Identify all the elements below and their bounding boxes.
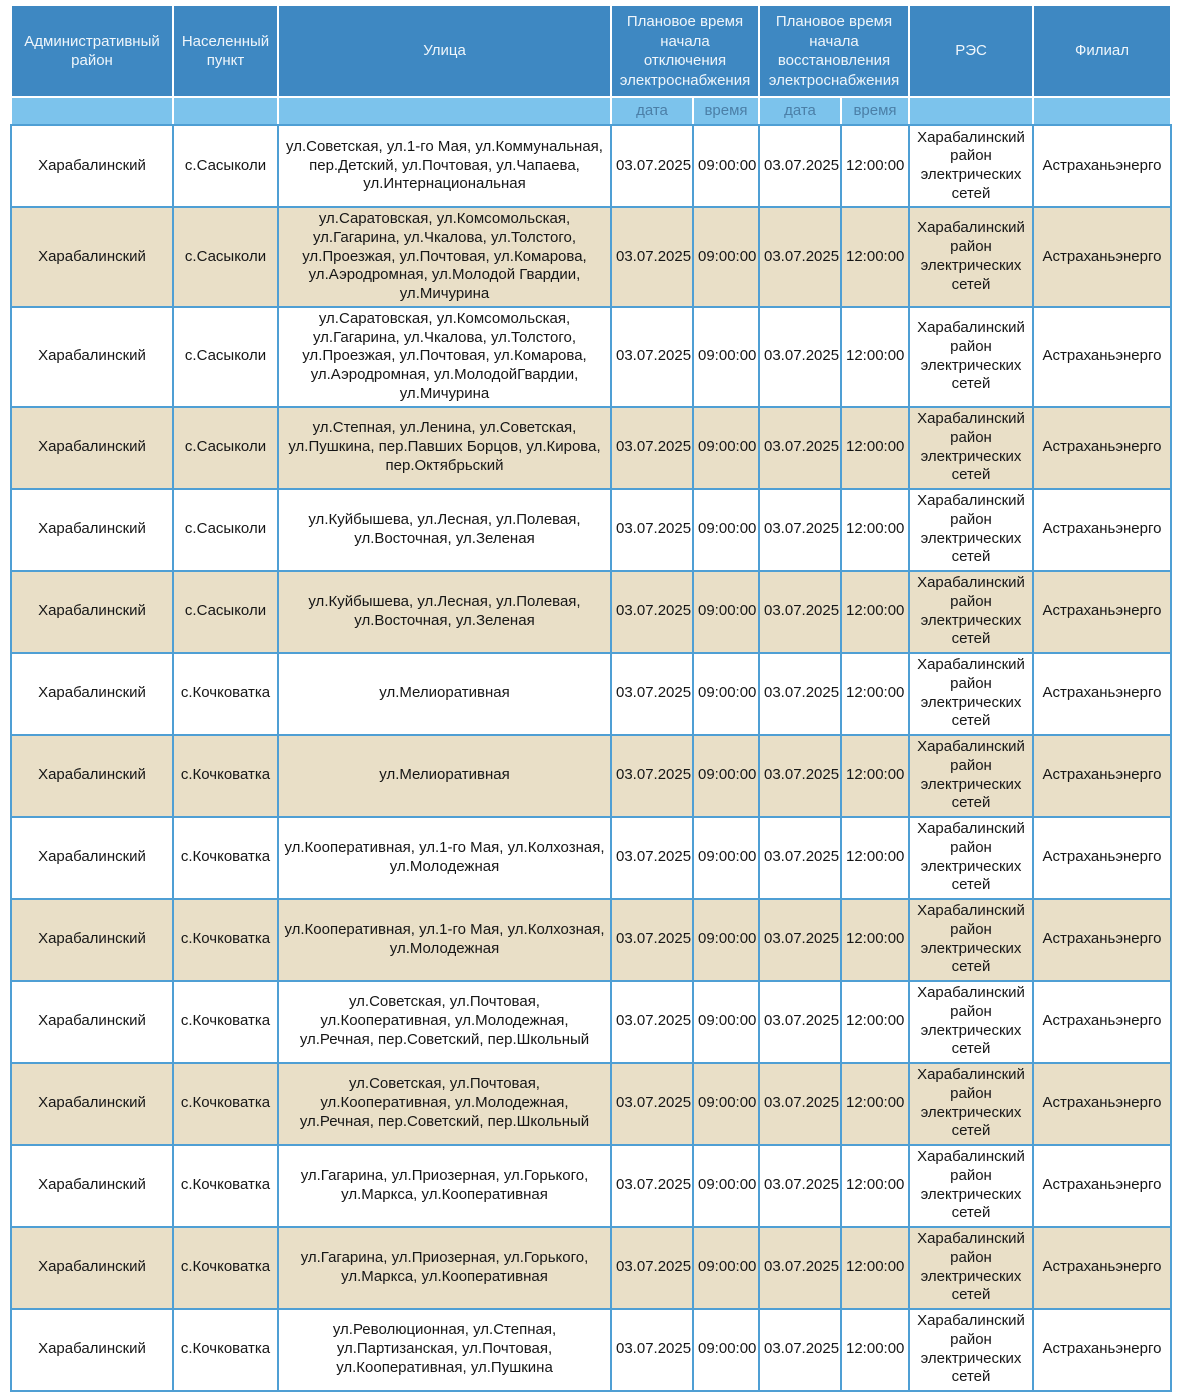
cell-off-time: 09:00:00 bbox=[693, 981, 759, 1063]
cell-on-time: 12:00:00 bbox=[841, 407, 909, 489]
cell-district: Харабалинский bbox=[11, 407, 173, 489]
cell-res: Харабалинский район электрических сетей bbox=[909, 1309, 1033, 1391]
cell-off-time: 09:00:00 bbox=[693, 817, 759, 899]
cell-off-time: 09:00:00 bbox=[693, 125, 759, 207]
cell-branch: Астраханьэнерго bbox=[1033, 1063, 1171, 1145]
cell-district: Харабалинский bbox=[11, 653, 173, 735]
cell-settlement: с.Кочковатка bbox=[173, 653, 278, 735]
cell-on-time: 12:00:00 bbox=[841, 307, 909, 407]
cell-res: Харабалинский район электрических сетей bbox=[909, 1145, 1033, 1227]
cell-streets: ул.Советская, ул.Почтовая, ул.Кооперативная, ул.Молодежная, ул.Речная, пер.Советский, пер.Школьный bbox=[278, 1063, 611, 1145]
table-row bbox=[11, 817, 1171, 899]
cell-on-date: 03.07.2025 bbox=[759, 1063, 841, 1145]
cell-off-date: 03.07.2025 bbox=[611, 1227, 693, 1309]
cell-branch: Астраханьэнерго bbox=[1033, 489, 1171, 571]
cell-streets: ул.Советская, ул.Почтовая, ул.Кооперативная, ул.Молодежная, ул.Речная, пер.Советский, пер.Школьный bbox=[278, 981, 611, 1063]
cell-on-date: 03.07.2025 bbox=[759, 489, 841, 571]
cell-streets: ул.Куйбышева, ул.Лесная, ул.Полевая, ул.Восточная, ул.Зеленая bbox=[278, 571, 611, 653]
table-row bbox=[11, 1227, 1171, 1309]
table-row bbox=[11, 981, 1171, 1063]
subheader-restore-date: дата bbox=[759, 97, 841, 125]
cell-streets: ул.Мелиоративная bbox=[278, 735, 611, 817]
table-row bbox=[11, 899, 1171, 981]
cell-district: Харабалинский bbox=[11, 1145, 173, 1227]
cell-streets: ул.Саратовская, ул.Комсомольская, ул.Гагарина, ул.Чкалова, ул.Толстого, ул.Проезжая, ул.Почтовая, ул.Комарова, ул.Аэродромная, ул.Молодой Гвардии, ул.Мичурина bbox=[278, 207, 611, 307]
cell-on-date: 03.07.2025 bbox=[759, 571, 841, 653]
table-row bbox=[11, 735, 1171, 817]
cell-off-time: 09:00:00 bbox=[693, 489, 759, 571]
outage-schedule-table bbox=[10, 4, 1172, 1392]
cell-off-date: 03.07.2025 bbox=[611, 571, 693, 653]
cell-off-time: 09:00:00 bbox=[693, 407, 759, 489]
cell-on-time: 12:00:00 bbox=[841, 735, 909, 817]
cell-on-time: 12:00:00 bbox=[841, 207, 909, 307]
cell-settlement: с.Кочковатка bbox=[173, 1227, 278, 1309]
cell-on-date: 03.07.2025 bbox=[759, 207, 841, 307]
cell-on-date: 03.07.2025 bbox=[759, 735, 841, 817]
cell-off-time: 09:00:00 bbox=[693, 1063, 759, 1145]
cell-settlement: с.Кочковатка bbox=[173, 1145, 278, 1227]
cell-off-date: 03.07.2025 bbox=[611, 1145, 693, 1227]
subheader-outage-time: время bbox=[693, 97, 759, 125]
subheader-empty-res bbox=[909, 97, 1033, 125]
subheader-restore-time: время bbox=[841, 97, 909, 125]
cell-settlement: с.Сасыколи bbox=[173, 407, 278, 489]
cell-settlement: с.Кочковатка bbox=[173, 1309, 278, 1391]
col-header-res: РЭС bbox=[909, 5, 1033, 97]
subheader-outage-date: дата bbox=[611, 97, 693, 125]
cell-on-time: 12:00:00 bbox=[841, 489, 909, 571]
cell-settlement: с.Сасыколи bbox=[173, 307, 278, 407]
cell-streets: ул.Советская, ул.1-го Мая, ул.Коммунальная, пер.Детский, ул.Почтовая, ул.Чапаева, ул.Интернациональная bbox=[278, 125, 611, 207]
cell-off-date: 03.07.2025 bbox=[611, 1063, 693, 1145]
cell-off-time: 09:00:00 bbox=[693, 1309, 759, 1391]
cell-off-date: 03.07.2025 bbox=[611, 307, 693, 407]
cell-on-time: 12:00:00 bbox=[841, 899, 909, 981]
subheader-empty-street bbox=[278, 97, 611, 125]
cell-on-date: 03.07.2025 bbox=[759, 407, 841, 489]
cell-branch: Астраханьэнерго bbox=[1033, 207, 1171, 307]
cell-settlement: с.Кочковатка bbox=[173, 817, 278, 899]
cell-settlement: с.Сасыколи bbox=[173, 489, 278, 571]
cell-res: Харабалинский район электрических сетей bbox=[909, 407, 1033, 489]
cell-res: Харабалинский район электрических сетей bbox=[909, 1227, 1033, 1309]
table-row bbox=[11, 1309, 1171, 1391]
cell-on-date: 03.07.2025 bbox=[759, 1145, 841, 1227]
cell-on-time: 12:00:00 bbox=[841, 981, 909, 1063]
cell-on-time: 12:00:00 bbox=[841, 1145, 909, 1227]
subheader-empty-settlement bbox=[173, 97, 278, 125]
cell-branch: Астраханьэнерго bbox=[1033, 307, 1171, 407]
cell-district: Харабалинский bbox=[11, 125, 173, 207]
cell-settlement: с.Кочковатка bbox=[173, 735, 278, 817]
cell-branch: Астраханьэнерго bbox=[1033, 571, 1171, 653]
cell-res: Харабалинский район электрических сетей bbox=[909, 307, 1033, 407]
cell-on-time: 12:00:00 bbox=[841, 817, 909, 899]
col-header-street: Улица bbox=[278, 5, 611, 97]
cell-branch: Астраханьэнерго bbox=[1033, 1227, 1171, 1309]
cell-off-date: 03.07.2025 bbox=[611, 1309, 693, 1391]
cell-off-time: 09:00:00 bbox=[693, 653, 759, 735]
cell-res: Харабалинский район электрических сетей bbox=[909, 899, 1033, 981]
cell-branch: Астраханьэнерго bbox=[1033, 125, 1171, 207]
table-row bbox=[11, 207, 1171, 307]
header-row bbox=[11, 5, 1171, 97]
table-row bbox=[11, 307, 1171, 407]
cell-res: Харабалинский район электрических сетей bbox=[909, 571, 1033, 653]
cell-on-time: 12:00:00 bbox=[841, 571, 909, 653]
cell-res: Харабалинский район электрических сетей bbox=[909, 653, 1033, 735]
cell-district: Харабалинский bbox=[11, 981, 173, 1063]
cell-branch: Астраханьэнерго bbox=[1033, 817, 1171, 899]
cell-off-date: 03.07.2025 bbox=[611, 817, 693, 899]
cell-streets: ул.Гагарина, ул.Приозерная, ул.Горького, ул.Маркса, ул.Кооперативная bbox=[278, 1145, 611, 1227]
cell-on-date: 03.07.2025 bbox=[759, 125, 841, 207]
table-row bbox=[11, 1063, 1171, 1145]
cell-district: Харабалинский bbox=[11, 207, 173, 307]
cell-off-date: 03.07.2025 bbox=[611, 653, 693, 735]
cell-off-date: 03.07.2025 bbox=[611, 981, 693, 1063]
cell-branch: Астраханьэнерго bbox=[1033, 407, 1171, 489]
cell-res: Харабалинский район электрических сетей bbox=[909, 1063, 1033, 1145]
cell-off-time: 09:00:00 bbox=[693, 899, 759, 981]
cell-on-time: 12:00:00 bbox=[841, 653, 909, 735]
cell-streets: ул.Куйбышева, ул.Лесная, ул.Полевая, ул.Восточная, ул.Зеленая bbox=[278, 489, 611, 571]
cell-res: Харабалинский район электрических сетей bbox=[909, 981, 1033, 1063]
cell-branch: Астраханьэнерго bbox=[1033, 981, 1171, 1063]
cell-on-date: 03.07.2025 bbox=[759, 653, 841, 735]
cell-district: Харабалинский bbox=[11, 307, 173, 407]
cell-res: Харабалинский район электрических сетей bbox=[909, 735, 1033, 817]
cell-res: Харабалинский район электрических сетей bbox=[909, 125, 1033, 207]
cell-res: Харабалинский район электрических сетей bbox=[909, 207, 1033, 307]
cell-on-date: 03.07.2025 bbox=[759, 1227, 841, 1309]
col-header-settlement: Населенный пункт bbox=[173, 5, 278, 97]
cell-streets: ул.Гагарина, ул.Приозерная, ул.Горького, ул.Маркса, ул.Кооперативная bbox=[278, 1227, 611, 1309]
col-header-district: Административный район bbox=[11, 5, 173, 97]
table-row bbox=[11, 571, 1171, 653]
subheader-row bbox=[11, 97, 1171, 125]
cell-streets: ул.Саратовская, ул.Комсомольская, ул.Гагарина, ул.Чкалова, ул.Толстого, ул.Проезжая, ул.Почтовая, ул.Комарова, ул.Аэродромная, ул.МолодойГвардии, ул.Мичурина bbox=[278, 307, 611, 407]
cell-off-date: 03.07.2025 bbox=[611, 735, 693, 817]
col-header-restore-start: Плановое время начала восстановления электроснабжения bbox=[759, 5, 909, 97]
cell-settlement: с.Кочковатка bbox=[173, 899, 278, 981]
cell-on-time: 12:00:00 bbox=[841, 125, 909, 207]
cell-settlement: с.Кочковатка bbox=[173, 981, 278, 1063]
cell-branch: Астраханьэнерго bbox=[1033, 1309, 1171, 1391]
cell-on-date: 03.07.2025 bbox=[759, 981, 841, 1063]
table-row bbox=[11, 1145, 1171, 1227]
cell-res: Харабалинский район электрических сетей bbox=[909, 489, 1033, 571]
cell-district: Харабалинский bbox=[11, 817, 173, 899]
cell-off-time: 09:00:00 bbox=[693, 735, 759, 817]
cell-on-date: 03.07.2025 bbox=[759, 817, 841, 899]
cell-settlement: с.Сасыколи bbox=[173, 207, 278, 307]
table-header bbox=[11, 5, 1171, 125]
table-row bbox=[11, 489, 1171, 571]
table-row bbox=[11, 125, 1171, 207]
cell-district: Харабалинский bbox=[11, 1309, 173, 1391]
cell-district: Харабалинский bbox=[11, 1063, 173, 1145]
cell-off-date: 03.07.2025 bbox=[611, 489, 693, 571]
cell-on-date: 03.07.2025 bbox=[759, 899, 841, 981]
cell-off-time: 09:00:00 bbox=[693, 307, 759, 407]
cell-off-time: 09:00:00 bbox=[693, 1227, 759, 1309]
cell-streets: ул.Революционная, ул.Степная, ул.Партизанская, ул.Почтовая, ул.Кооперативная, ул.Пушкина bbox=[278, 1309, 611, 1391]
cell-settlement: с.Сасыколи bbox=[173, 571, 278, 653]
cell-off-date: 03.07.2025 bbox=[611, 407, 693, 489]
cell-streets: ул.Кооперативная, ул.1-го Мая, ул.Колхозная, ул.Молодежная bbox=[278, 899, 611, 981]
cell-settlement: с.Кочковатка bbox=[173, 1063, 278, 1145]
cell-off-time: 09:00:00 bbox=[693, 571, 759, 653]
cell-on-time: 12:00:00 bbox=[841, 1227, 909, 1309]
subheader-empty-branch bbox=[1033, 97, 1171, 125]
col-header-branch: Филиал bbox=[1033, 5, 1171, 97]
cell-district: Харабалинский bbox=[11, 735, 173, 817]
cell-branch: Астраханьэнерго bbox=[1033, 899, 1171, 981]
cell-branch: Астраханьэнерго bbox=[1033, 653, 1171, 735]
cell-off-date: 03.07.2025 bbox=[611, 899, 693, 981]
cell-off-time: 09:00:00 bbox=[693, 207, 759, 307]
cell-district: Харабалинский bbox=[11, 489, 173, 571]
cell-off-time: 09:00:00 bbox=[693, 1145, 759, 1227]
cell-on-date: 03.07.2025 bbox=[759, 307, 841, 407]
cell-branch: Астраханьэнерго bbox=[1033, 735, 1171, 817]
cell-settlement: с.Сасыколи bbox=[173, 125, 278, 207]
subheader-empty-district bbox=[11, 97, 173, 125]
table-row bbox=[11, 407, 1171, 489]
col-header-outage-start: Плановое время начала отключения электроснабжения bbox=[611, 5, 759, 97]
cell-district: Харабалинский bbox=[11, 899, 173, 981]
cell-district: Харабалинский bbox=[11, 571, 173, 653]
cell-on-time: 12:00:00 bbox=[841, 1309, 909, 1391]
cell-streets: ул.Кооперативная, ул.1-го Мая, ул.Колхозная, ул.Молодежная bbox=[278, 817, 611, 899]
table-body bbox=[11, 125, 1171, 1391]
cell-off-date: 03.07.2025 bbox=[611, 125, 693, 207]
table-row bbox=[11, 653, 1171, 735]
cell-district: Харабалинский bbox=[11, 1227, 173, 1309]
cell-streets: ул.Степная, ул.Ленина, ул.Советская, ул.Пушкина, пер.Павших Борцов, ул.Кирова, пер.Октябрьский bbox=[278, 407, 611, 489]
cell-branch: Астраханьэнерго bbox=[1033, 1145, 1171, 1227]
cell-on-date: 03.07.2025 bbox=[759, 1309, 841, 1391]
cell-res: Харабалинский район электрических сетей bbox=[909, 817, 1033, 899]
cell-streets: ул.Мелиоративная bbox=[278, 653, 611, 735]
cell-on-time: 12:00:00 bbox=[841, 1063, 909, 1145]
cell-off-date: 03.07.2025 bbox=[611, 207, 693, 307]
